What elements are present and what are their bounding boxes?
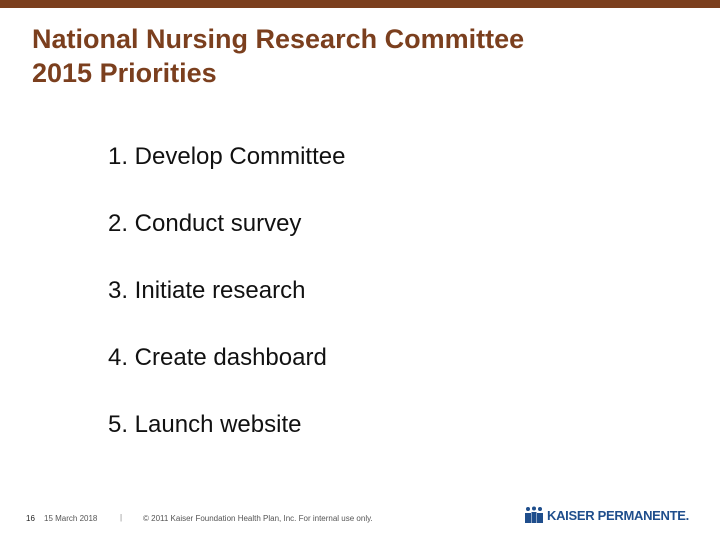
kaiser-permanente-logo-icon	[524, 506, 544, 524]
priority-list	[108, 140, 345, 475]
footer-separator: |	[120, 513, 123, 522]
priority-item-5: 5. Launch website	[108, 411, 302, 438]
page-number: 16	[26, 514, 35, 523]
kaiser-permanente-logo	[524, 505, 689, 525]
priority-item-3: 3. Initiate research	[108, 277, 306, 304]
footer-date: 15 March 2018	[44, 514, 98, 523]
priority-item-2: 2. Conduct survey	[108, 210, 302, 237]
priority-item-4: 4. Create dashboard	[108, 344, 327, 371]
slide-title	[32, 22, 692, 90]
top-accent-bar	[0, 0, 720, 8]
priority-item-1: 1. Develop Committee	[108, 143, 346, 170]
slide-title-line-2: 2015 Priorities	[32, 58, 217, 88]
slide-title-line-1: National Nursing Research Committee	[32, 24, 525, 54]
footer-copyright: © 2011 Kaiser Foundation Health Plan, Inc. For internal use only.	[143, 514, 373, 523]
logo-wordmark: KAISER PERMANENTE.	[547, 507, 689, 523]
